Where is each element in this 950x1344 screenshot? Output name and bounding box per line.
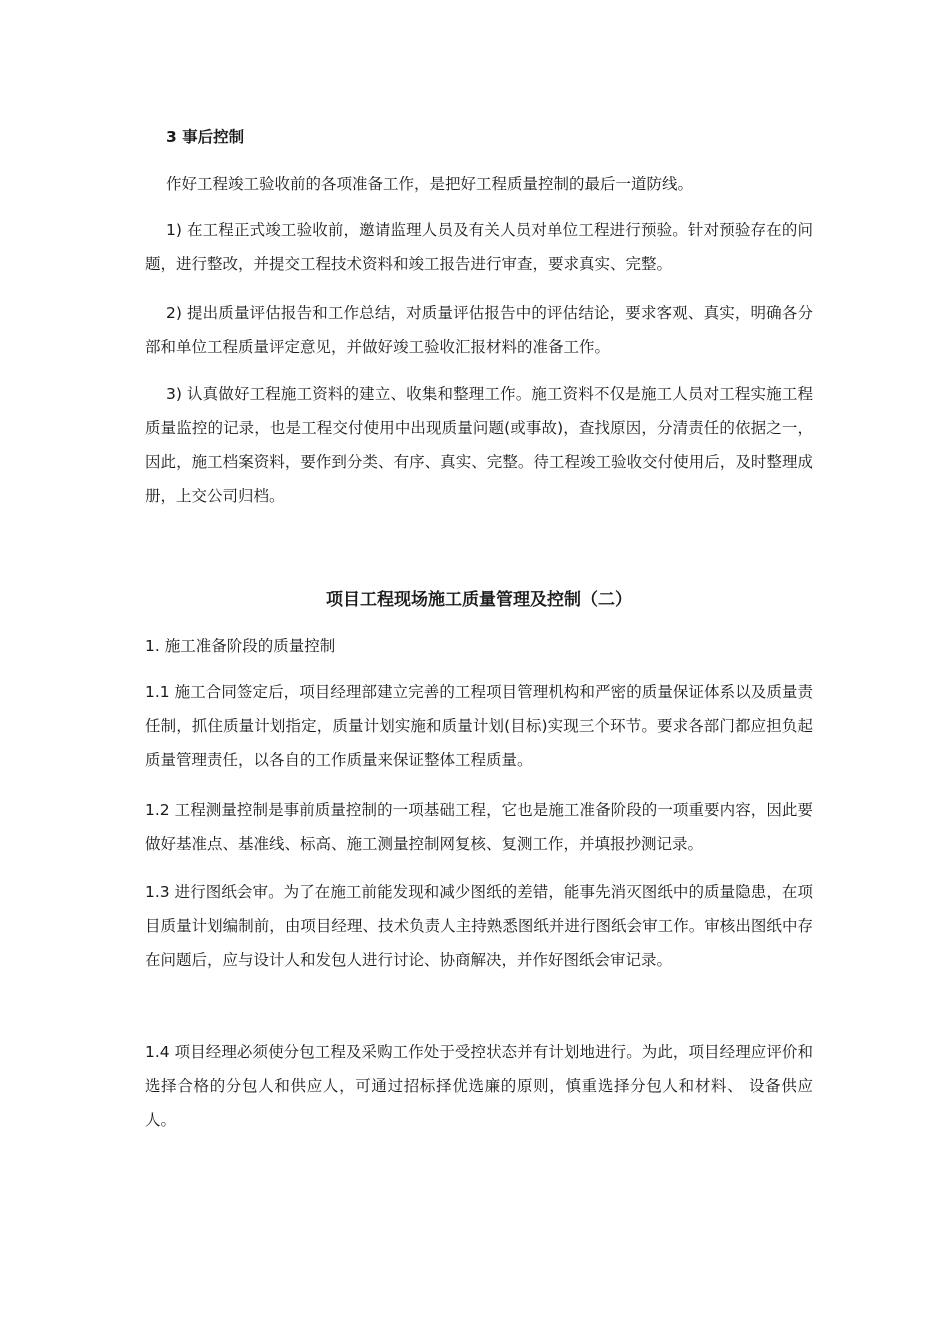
paragraph-item-3: 3) 认真做好工程施工资料的建立、收集和整理工作。施工资料不仅是施工人员对工程实施工程质量监控的记录，也是工程交付使用中出现质量问题(或事故)，查找原因，分清责任的依据之一，因此，施工档案资料，要作到分类、有序、真实、完整。待工程竣工验收交付使用后，及时整理成册，上交公司归档。 [145,385,813,505]
section-heading-preparation: 1. 施工准备阶段的质量控制 [145,637,336,655]
section-intro: 作好工程竣工验收前的各项准备工作，是把好工程质量控制的最后一道防线。 [166,175,694,193]
paragraph-1-2: 1.2 工程测量控制是事前质量控制的一项基础工程，它也是施工准备阶段的一项重要内容，因此要做好基准点、基准线、标高、施工测量控制网复核、复测工作，并填报抄测记录。 [145,801,813,853]
paragraph-1-4: 1.4 项目经理必须使分包工程及采购工作处于受控状态并有计划地进行。为此，项目经理应评价和选择合格的分包人和供应人，可通过招标择优选廉的原则，慎重选择分包人和材料、 设备供应人。 [145,1043,813,1129]
paragraph-item-1: 1) 在工程正式竣工验收前，邀请监理人员及有关人员对单位工程进行预验。针对预验存在的问题，进行整改，并提交工程技术资料和竣工报告进行审查，要求真实、完整。 [145,221,813,273]
document-title: 项目工程现场施工质量管理及控制（二） [326,590,632,610]
paragraph-item-2: 2) 提出质量评估报告和工作总结，对质量评估报告中的评估结论，要求客观、真实，明确各分部和单位工程质量评定意见，并做好竣工验收汇报材料的准备工作。 [145,304,813,356]
paragraph-1-3: 1.3 进行图纸会审。为了在施工前能发现和减少图纸的差错，能事先消灭图纸中的质量隐患，在项目质量计划编制前，由项目经理、技术负责人主持熟悉图纸并进行图纸会审工作。审核出图纸中存在问题后，应与设计人和发包人进行讨论、协商解决，并作好图纸会审记录。 [145,883,813,969]
paragraph-1-1: 1.1 施工合同签定后，项目经理部建立完善的工程项目管理机构和严密的质量保证体系以及质量责任制，抓住质量计划指定，质量计划实施和质量计划(目标)实现三个环节。要求各部门都应担负起质量管理责任，以各自的工作质量来保证整体工程质量。 [145,683,813,769]
section-heading-post-control: 3 事后控制 [166,128,245,146]
